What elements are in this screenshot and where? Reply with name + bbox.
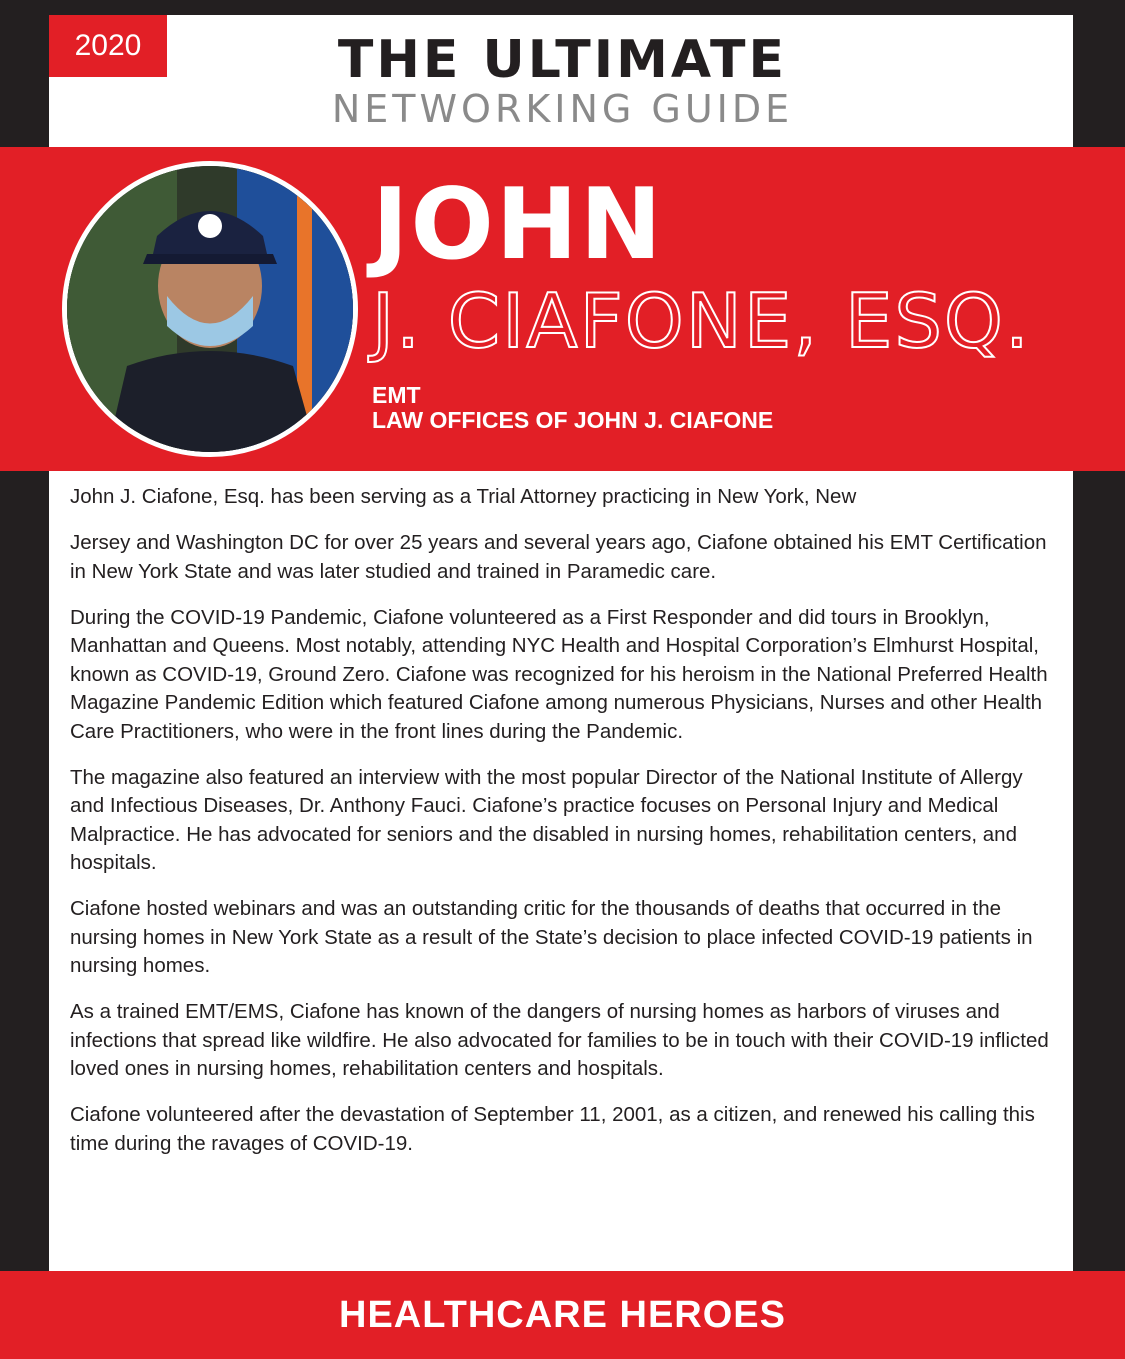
profile-organization: LAW OFFICES OF JOHN J. CIAFONE bbox=[372, 407, 774, 433]
profile-last-name: J. CIAFONE, ESQ. bbox=[372, 277, 1031, 365]
profile-photo bbox=[62, 161, 358, 457]
body-paragraph: John J. Ciafone, Esq. has been serving as a Trial Attorney practicing in New York, New bbox=[70, 485, 857, 508]
person-portrait-icon bbox=[67, 166, 353, 452]
year-badge: 2020 bbox=[49, 15, 167, 77]
body-paragraph: As a trained EMT/EMS, Ciafone has known of the dangers of nursing homes as harbors of viruses and infections that spread like wildfire. He also advocated for families to be in touch with their COVID-19 inflicted loved ones in nursing homes, rehabilitation centers and hospitals. bbox=[70, 1000, 1049, 1080]
footer-banner: HEALTHCARE HEROES bbox=[0, 1271, 1125, 1359]
profile-role: EMT bbox=[372, 382, 421, 408]
page-title: THE ULTIMATE bbox=[337, 30, 788, 90]
body-paragraph: During the COVID-19 Pandemic, Ciafone volunteered as a First Responder and did tours in Brooklyn, Manhattan and Queens. Most notably, attending NYC Health and Hospital Corporation’s Elmhurst Hospital, known as COVID-19, Ground Zero. Ciafone was recognized for his heroism in the National Preferred Health Magazine Pandemic Edition which featured Ciafone among numerous Physicians, Nurses and other Health Care Practitioners, who were in the front lines during the Pandemic. bbox=[70, 605, 1048, 743]
body-paragraph: The magazine also featured an interview with the most popular Director of the National Institute of Allergy and Infectious Diseases, Dr. Anthony Fauci. Ciafone’s practice focuses on Personal Injury and Medical Malpractice. He has advocated for seniors and the disabled in nursing homes, rehabilitation centers, and hospitals. bbox=[70, 765, 1023, 874]
article-body bbox=[70, 483, 1060, 1176]
body-paragraph: Jersey and Washington DC for over 25 years and several years ago, Ciafone obtained his EMT Certification in New York State and was later studied and trained in Paramedic care. bbox=[70, 531, 1047, 583]
body-paragraph: Ciafone hosted webinars and was an outstanding critic for the thousands of deaths that occurred in the nursing homes in New York State as a result of the State’s decision to place infected COVID-19 patients in nursing homes. bbox=[70, 897, 1033, 977]
body-paragraph: Ciafone volunteered after the devastation of September 11, 2001, as a citizen, and renewed his calling this time during the ravages of COVID-19. bbox=[70, 1103, 1035, 1155]
page-subtitle: NETWORKING GUIDE bbox=[331, 87, 794, 131]
profile-first-name: JOHN bbox=[372, 168, 664, 282]
